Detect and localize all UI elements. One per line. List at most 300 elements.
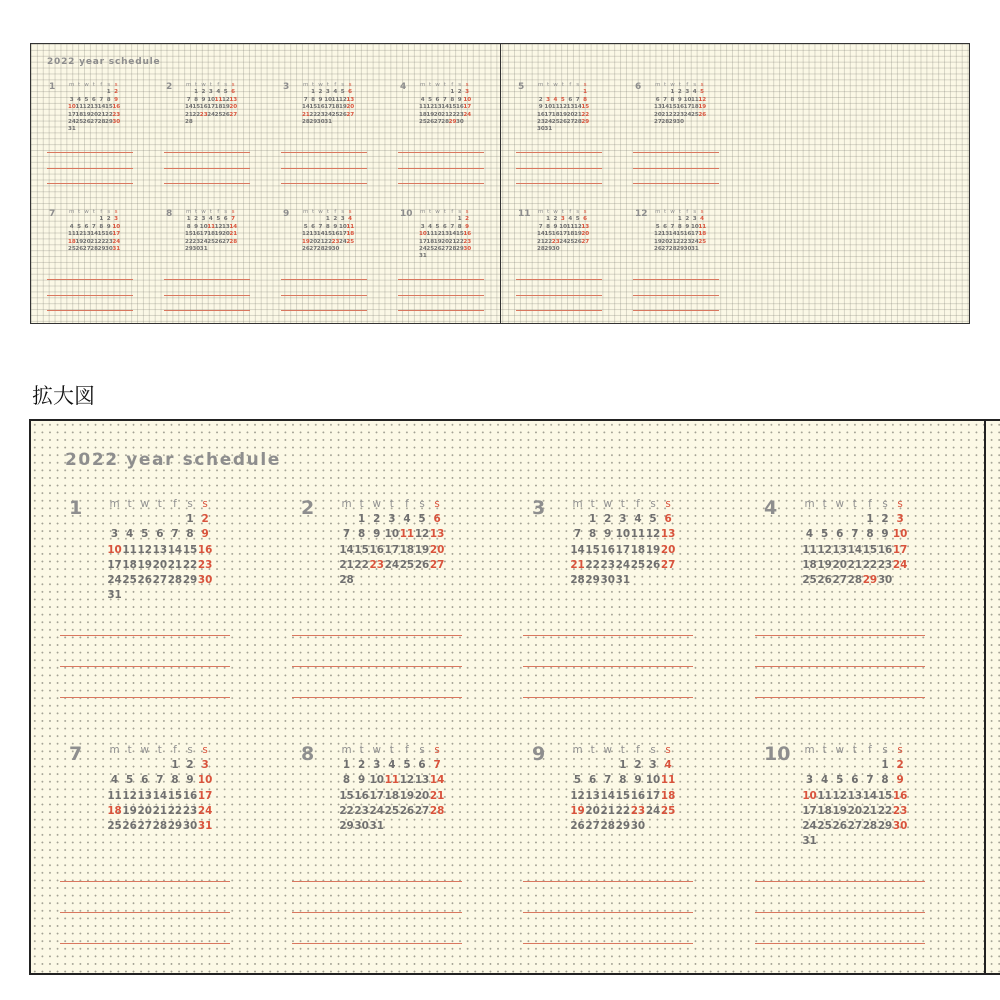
weekday-label: w [553, 82, 558, 88]
day-cell: 26 [214, 238, 223, 245]
day-cell: 9 [358, 774, 366, 787]
day-cell: 15 [185, 231, 193, 238]
day-cell: 18 [122, 558, 137, 571]
day-cell: 9 [373, 528, 381, 541]
day-cell: 22 [167, 804, 183, 817]
day-cell: 3 [560, 216, 565, 223]
day-cell: 27 [222, 238, 230, 245]
month-number: 3 [283, 82, 290, 92]
weekday-label: t [546, 82, 550, 88]
day-cell: 6 [664, 513, 672, 526]
weekday-label: f [569, 82, 572, 88]
note-line [281, 279, 367, 280]
day-cell: 6 [851, 774, 859, 787]
day-cell: 1 [589, 513, 597, 526]
day-cell: 1 [171, 759, 179, 772]
note-line [398, 168, 484, 169]
month-number: 12 [635, 209, 648, 219]
day-cell: 24 [645, 804, 661, 817]
day-cell: 19 [82, 111, 91, 118]
day-cell: 1 [106, 89, 111, 96]
day-cell: 21 [339, 558, 354, 571]
weekday-label: s [693, 82, 697, 88]
day-cell: 11 [68, 231, 76, 238]
note-line [164, 168, 250, 169]
weekday-label: t [561, 82, 564, 88]
note-line [60, 912, 230, 913]
month-number: 11 [518, 209, 531, 219]
month-number: 2 [166, 82, 173, 92]
day-cell: 7 [318, 223, 323, 230]
day-cell: 25 [107, 820, 122, 832]
day-cell: 22 [182, 558, 198, 571]
weekday-label: t [663, 209, 667, 215]
day-cell: 7 [573, 528, 582, 541]
day-cell: 12 [75, 231, 84, 238]
day-cell: 21 [185, 111, 193, 118]
weekday-label: m [302, 82, 309, 88]
weekday-label: t [194, 209, 198, 215]
note-line [60, 943, 230, 944]
day-cell: 28 [185, 119, 193, 125]
day-cell: 21 [862, 804, 878, 817]
day-cell: 19 [654, 238, 662, 245]
day-cell: 3 [692, 216, 697, 223]
day-cell: 20 [832, 558, 847, 571]
note-line [60, 881, 230, 882]
day-cell: 14 [668, 231, 677, 238]
day-cell: 14 [97, 104, 106, 111]
note-line [47, 183, 133, 184]
day-cell: 17 [691, 231, 699, 238]
weekday-label: s [583, 82, 587, 88]
day-cell: 3 [649, 759, 657, 772]
day-cell: 15 [581, 104, 590, 111]
day-cell: 20 [414, 789, 430, 802]
day-cell: 12 [302, 231, 310, 238]
day-cell: 28 [97, 119, 106, 125]
day-cell: 22 [615, 804, 631, 817]
day-cell: 30 [331, 246, 340, 252]
day-cell: 9 [114, 96, 119, 103]
day-cell: 23 [182, 804, 198, 817]
day-cell: 8 [670, 96, 675, 103]
day-cell: 13 [660, 528, 676, 541]
weekday-label: m [572, 744, 583, 756]
day-cell: 25 [426, 246, 435, 252]
weekday-label: m [537, 82, 544, 88]
note-line [516, 152, 602, 153]
weekday-label: f [405, 498, 409, 510]
day-cell: 22 [877, 804, 893, 817]
day-cell: 12 [426, 104, 435, 111]
day-cell: 16 [551, 231, 560, 238]
day-cell: 18 [346, 231, 355, 238]
day-cell: 26 [222, 111, 230, 118]
day-cell: 28 [152, 820, 168, 832]
weekday-label: t [590, 498, 595, 510]
day-cell: 27 [566, 119, 575, 125]
day-cell: 28 [229, 238, 238, 245]
day-cell: 10 [207, 96, 215, 103]
weekday-label: s [434, 498, 440, 510]
day-cell: 29 [877, 820, 893, 832]
day-cell: 9 [201, 528, 209, 541]
day-cell: 19 [339, 104, 347, 111]
day-cell: 14 [862, 789, 878, 802]
day-cell: 10 [892, 528, 908, 541]
day-cell: 27 [137, 820, 152, 832]
day-cell: 8 [358, 528, 366, 541]
day-cell: 10 [463, 96, 472, 103]
day-cell: 30 [551, 246, 560, 252]
note-line [523, 635, 693, 636]
day-cell: 16 [182, 789, 198, 802]
day-cell: 24 [419, 246, 427, 252]
day-cell: 26 [137, 574, 152, 586]
day-cell: 25 [802, 574, 817, 586]
day-cell: 15 [192, 104, 201, 111]
day-cell: 21 [167, 558, 183, 571]
day-cell: 30 [683, 246, 692, 252]
day-cell: 7 [866, 774, 874, 787]
day-cell: 16 [537, 111, 545, 118]
day-cell: 13 [346, 96, 355, 103]
day-cell: 30 [182, 820, 198, 832]
weekday-label: m [804, 744, 815, 756]
day-cell: 10 [324, 96, 332, 103]
day-cell: 27 [847, 820, 863, 832]
month-number: 5 [518, 82, 525, 92]
weekday-label: t [209, 82, 212, 88]
day-cell: 13 [585, 789, 600, 802]
day-cell: 28 [661, 119, 670, 125]
day-cell: 20 [581, 231, 590, 238]
weekday-label: w [670, 82, 675, 88]
weekday-label: w [201, 209, 206, 215]
day-cell: 15 [167, 789, 183, 802]
note-line [523, 943, 693, 944]
day-cell: 2 [465, 216, 470, 223]
day-cell: 6 [435, 96, 440, 103]
weekday-label: t [546, 209, 550, 215]
weekday-label: t [127, 744, 132, 756]
weekday-label: f [636, 498, 640, 510]
weekday-label: s [700, 82, 704, 88]
day-cell: 29 [185, 246, 193, 252]
weekday-label: w [84, 209, 89, 215]
note-line [47, 295, 133, 296]
weekday-label: t [428, 82, 432, 88]
day-cell: 10 [645, 774, 661, 787]
day-cell: 12 [570, 789, 585, 802]
day-cell: 8 [450, 96, 455, 103]
weekday-label: f [217, 209, 220, 215]
day-cell: 14 [448, 231, 457, 238]
note-line [398, 152, 484, 153]
day-cell: 8 [106, 96, 111, 103]
day-cell: 28 [90, 246, 98, 252]
day-cell: 9 [465, 223, 470, 230]
day-cell: 9 [538, 104, 543, 111]
weekday-label: s [107, 82, 111, 88]
day-cell: 5 [649, 513, 657, 526]
day-cell: 31 [68, 126, 76, 133]
weekday-label: m [185, 82, 192, 88]
day-cell: 12 [654, 231, 662, 238]
day-cell: 2 [677, 89, 682, 96]
day-cell: 1 [583, 89, 588, 96]
day-cell: 3 [208, 89, 213, 96]
day-cell: 6 [442, 223, 447, 230]
day-cell: 15 [676, 231, 684, 238]
day-cell: 7 [450, 223, 455, 230]
day-cell: 5 [435, 223, 440, 230]
day-cell: 20 [229, 104, 238, 111]
day-cell: 27 [346, 111, 355, 118]
weekday-label: s [114, 82, 118, 88]
weekday-label: s [882, 744, 888, 756]
day-cell: 2 [457, 89, 462, 96]
weekday-label: f [405, 744, 409, 756]
weekday-label: s [576, 82, 580, 88]
note-line [633, 310, 719, 311]
weekday-label: w [835, 744, 844, 756]
weekday-label: m [804, 498, 815, 510]
overview-title: 2022 year schedule [47, 57, 161, 67]
month-number: 9 [532, 743, 546, 765]
day-cell: 11 [660, 774, 676, 787]
day-cell: 2 [881, 513, 889, 526]
day-cell: 8 [457, 223, 462, 230]
day-cell: 29 [182, 574, 198, 586]
day-cell: 19 [426, 111, 435, 118]
weekday-label: f [569, 209, 572, 215]
day-cell: 24 [544, 119, 553, 125]
day-cell: 24 [691, 238, 699, 245]
day-cell: 15 [668, 104, 677, 111]
weekday-label: s [224, 82, 228, 88]
day-cell: 11 [426, 231, 435, 238]
day-cell: 24 [68, 119, 76, 125]
note-line [292, 666, 462, 667]
weekday-label: s [700, 209, 704, 215]
day-cell: 21 [302, 111, 310, 118]
day-cell: 14 [570, 543, 585, 556]
day-cell: 30 [197, 574, 213, 586]
note-line [516, 295, 602, 296]
day-cell: 11 [346, 223, 355, 230]
day-cell: 20 [433, 111, 442, 118]
day-cell: 31 [615, 574, 631, 586]
day-cell: 25 [122, 574, 137, 586]
day-cell: 22 [324, 238, 332, 245]
day-cell: 27 [585, 820, 600, 832]
day-cell: 13 [137, 789, 152, 802]
weekday-label: s [341, 209, 345, 215]
day-cell: 2 [896, 759, 904, 772]
day-cell: 26 [559, 119, 567, 125]
day-cell: 17 [339, 231, 347, 238]
weekday-label: f [334, 82, 337, 88]
day-cell: 14 [537, 231, 545, 238]
weekday-label: w [435, 82, 440, 88]
weekday-label: f [451, 82, 454, 88]
day-cell: 5 [141, 528, 149, 541]
day-cell: 2 [106, 216, 111, 223]
note-line [633, 279, 719, 280]
note-line [292, 912, 462, 913]
day-cell: 16 [105, 231, 113, 238]
day-cell: 2 [538, 96, 543, 103]
weekday-label: t [326, 209, 329, 215]
zoom-fold-line [984, 421, 986, 973]
day-cell: 2 [186, 759, 194, 772]
day-cell: 10 [691, 223, 699, 230]
day-cell: 13 [441, 231, 449, 238]
day-cell: 13 [414, 774, 430, 787]
day-cell: 14 [339, 543, 354, 556]
day-cell: 2 [333, 216, 338, 223]
day-cell: 2 [358, 759, 366, 772]
weekday-label: s [114, 209, 118, 215]
note-line [398, 310, 484, 311]
weekday-label: m [654, 82, 661, 88]
day-cell: 10 [683, 96, 692, 103]
day-cell: 31 [544, 126, 553, 133]
day-cell: 2 [634, 759, 642, 772]
day-cell: 15 [615, 789, 631, 802]
day-cell: 16 [112, 104, 121, 111]
day-cell: 26 [82, 119, 91, 125]
day-cell: 23 [354, 804, 369, 817]
day-cell: 18 [399, 543, 415, 556]
day-cell: 4 [568, 216, 573, 223]
day-cell: 14 [229, 223, 238, 230]
weekday-label: t [852, 744, 857, 756]
day-cell: 12 [832, 789, 847, 802]
day-cell: 23 [316, 111, 325, 118]
note-line [47, 168, 133, 169]
weekday-label: t [822, 744, 827, 756]
day-cell: 11 [802, 543, 817, 556]
note-line [398, 183, 484, 184]
day-cell: 24 [197, 804, 213, 817]
day-cell: 22 [585, 558, 600, 571]
day-cell: 26 [302, 246, 310, 252]
day-cell: 4 [77, 96, 82, 103]
day-cell: 31 [369, 820, 384, 832]
day-cell: 17 [683, 104, 692, 111]
day-cell: 22 [354, 558, 369, 571]
day-cell: 27 [654, 119, 662, 125]
day-cell: 18 [698, 231, 707, 238]
day-cell: 29 [676, 246, 684, 252]
day-cell: 26 [832, 820, 847, 832]
day-cell: 23 [369, 558, 384, 571]
note-line [755, 666, 925, 667]
day-cell: 20 [654, 111, 662, 118]
day-cell: 10 [197, 774, 213, 787]
day-cell: 20 [847, 804, 863, 817]
day-cell: 2 [114, 89, 119, 96]
day-cell: 21 [574, 111, 582, 118]
day-cell: 21 [570, 558, 585, 571]
day-cell: 1 [194, 89, 199, 96]
day-cell: 27 [661, 246, 670, 252]
day-cell: 16 [354, 789, 369, 802]
day-cell: 23 [105, 238, 113, 245]
day-cell: 16 [192, 231, 201, 238]
day-cell: 30 [892, 820, 908, 832]
day-cell: 18 [75, 111, 84, 118]
day-cell: 3 [465, 89, 470, 96]
day-cell: 31 [419, 253, 427, 260]
day-cell: 28 [574, 119, 582, 125]
day-cell: 9 [677, 96, 682, 103]
day-cell: 28 [862, 820, 878, 832]
day-cell: 9 [194, 223, 199, 230]
day-cell: 15 [448, 104, 457, 111]
day-cell: 14 [574, 104, 582, 111]
day-cell: 8 [619, 774, 627, 787]
day-cell: 6 [348, 89, 353, 96]
day-cell: 27 [229, 111, 238, 118]
day-cell: 17 [615, 543, 631, 556]
day-cell: 20 [441, 238, 449, 245]
day-cell: 21 [448, 238, 457, 245]
day-cell: 24 [207, 111, 215, 118]
day-cell: 5 [575, 216, 580, 223]
note-line [523, 881, 693, 882]
day-cell: 9 [457, 96, 462, 103]
day-cell: 26 [645, 558, 661, 571]
day-cell: 22 [185, 238, 193, 245]
day-cell: 18 [214, 104, 223, 111]
day-cell: 17 [645, 789, 661, 802]
day-cell: 7 [91, 223, 96, 230]
day-cell: 19 [645, 543, 661, 556]
day-cell: 28 [570, 574, 585, 586]
zoom-title: 2022 year schedule [65, 450, 281, 470]
day-cell: 26 [570, 820, 585, 832]
day-cell: 6 [583, 216, 588, 223]
day-cell: 12 [698, 96, 707, 103]
day-cell: 24 [384, 558, 400, 571]
day-cell: 11 [630, 528, 646, 541]
weekday-label: s [419, 744, 425, 756]
day-cell: 3 [114, 216, 119, 223]
day-cell: 8 [325, 223, 330, 230]
day-cell: 8 [99, 223, 104, 230]
day-cell: 10 [107, 543, 122, 556]
day-cell: 19 [214, 231, 223, 238]
weekday-label: t [620, 498, 625, 510]
day-cell: 12 [222, 96, 230, 103]
day-cell: 4 [403, 513, 411, 526]
day-cell: 25 [691, 111, 699, 118]
day-cell: 23 [456, 111, 464, 118]
weekday-label: t [77, 82, 81, 88]
day-cell: 13 [309, 231, 318, 238]
day-cell: 18 [331, 104, 340, 111]
day-cell: 7 [231, 216, 236, 223]
day-cell: 7 [442, 96, 447, 103]
weekday-label: m [302, 209, 309, 215]
day-cell: 14 [600, 789, 615, 802]
day-cell: 17 [369, 789, 384, 802]
zoom-view [29, 419, 1000, 975]
